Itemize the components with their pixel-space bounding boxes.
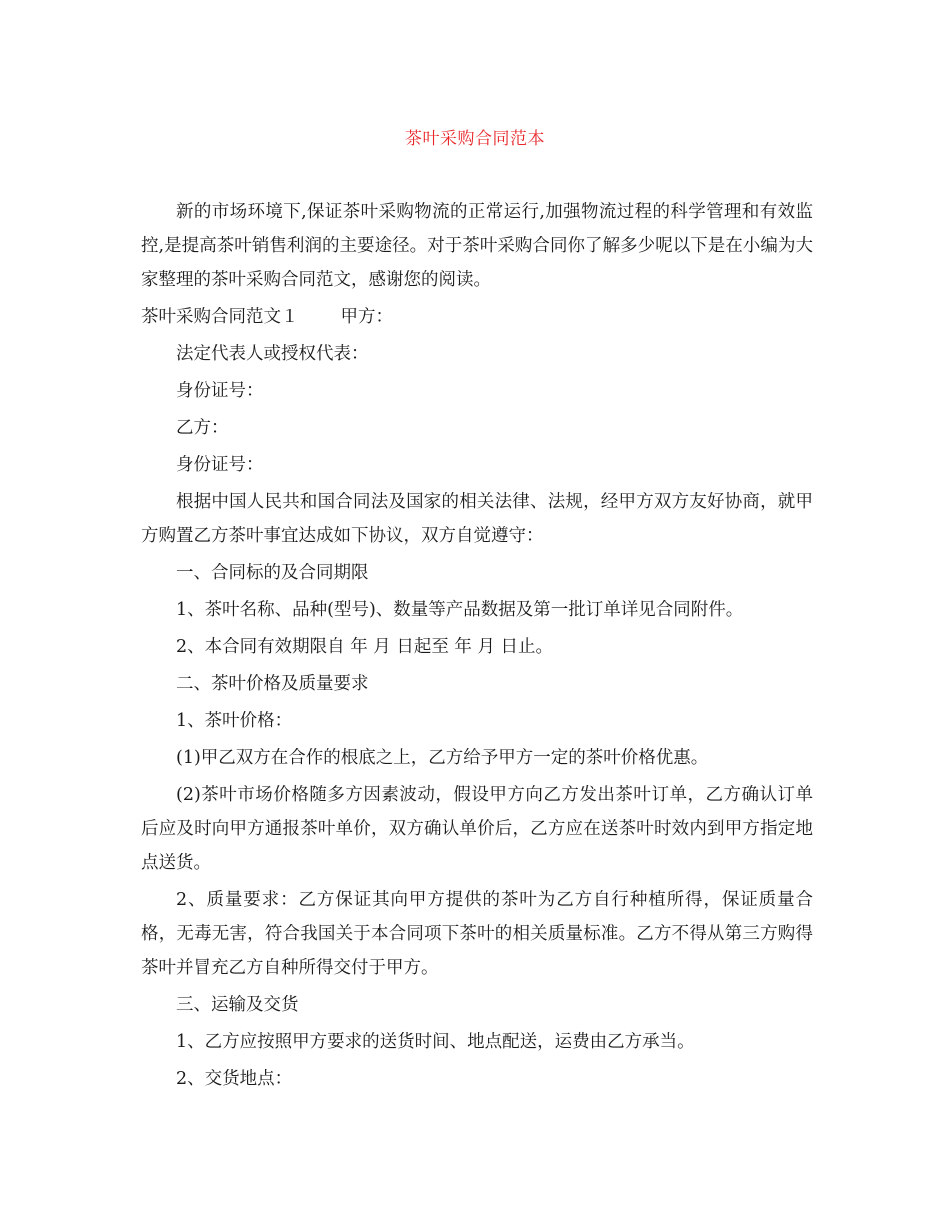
party-a-label: 甲方：: [340, 307, 393, 327]
section2-item1: 1、茶叶价格：: [176, 711, 293, 731]
document-title: 茶叶采购合同范本: [405, 129, 545, 149]
section2-heading: 二、茶叶价格及质量要求: [176, 674, 369, 694]
legal-rep-label: 法定代表人或授权代表：: [176, 344, 369, 364]
section2-item1-sub1: (1)甲乙双方在合作的根底之上，乙方给予甲方一定的茶叶价格优惠。: [176, 748, 709, 768]
id-number-a-label: 身份证号：: [176, 381, 264, 401]
sample-heading: 茶叶采购合同范文１: [141, 307, 299, 327]
section3-heading: 三、运输及交货: [176, 995, 299, 1015]
section1-item1: 1、茶叶名称、品种(型号)、数量等产品数据及第一批订单详见合同附件。: [176, 600, 744, 620]
party-b-label: 乙方：: [176, 418, 229, 438]
preamble-paragraph: 根据中国人民共和国合同法及国家的相关法律、法规，经甲方双方友好协商，就甲方购置乙方茶叶事宜达成如下协议，双方自觉遵守：: [141, 492, 813, 546]
intro-paragraph: 新的市场环境下,保证茶叶采购物流的正常运行,加强物流过程的科学管理和有效监控,是提高茶叶销售利润的主要途径。对于茶叶采购合同你了解多少呢以下是在小编为大家整理的茶叶采购合同范文，感谢您的阅读。: [141, 202, 813, 290]
section2-item1-sub2: (2)茶叶市场价格随多方因素波动，假设甲方向乙方发出茶叶订单，乙方确认订单后应及时向甲方通报茶叶单价，双方确认单价后，乙方应在送茶叶时效内到甲方指定地点送货。: [141, 785, 813, 873]
section3-item1: 1、乙方应按照甲方要求的送货时间、地点配送，运费由乙方承当。: [176, 1032, 695, 1052]
section3-item2: 2、交货地点：: [176, 1069, 293, 1089]
section1-heading: 一、合同标的及合同期限: [176, 563, 369, 583]
section1-item2: 2、本合同有效期限自 年 月 日起至 年 月 日止。: [176, 637, 554, 657]
section2-item2: 2、质量要求：乙方保证其向甲方提供的茶叶为乙方自行种植所得，保证质量合格，无毒无害，符合我国关于本合同项下茶叶的相关质量标准。乙方不得从第三方购得茶叶并冒充乙方自种所得交付于甲方。: [141, 890, 813, 978]
sample-heading-line: [141, 300, 813, 334]
document-body: [141, 195, 813, 1099]
id-number-b-label: 身份证号：: [176, 455, 264, 475]
